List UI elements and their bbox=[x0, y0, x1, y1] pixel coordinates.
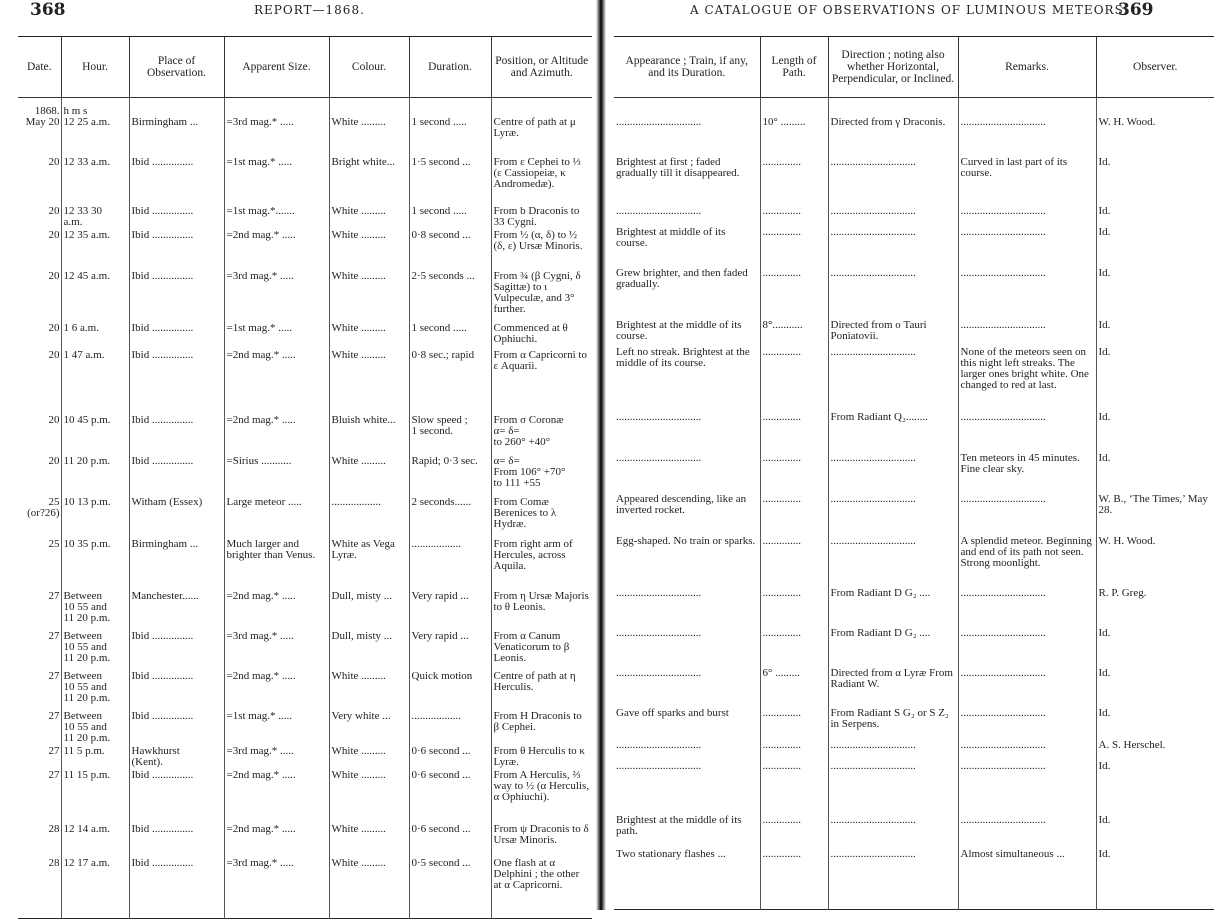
left-date-cell: 20 bbox=[48, 349, 60, 361]
right-direction-cell: ............................... bbox=[828, 534, 958, 586]
left-size-cell: =3rd mag.* ..... bbox=[224, 856, 329, 919]
table-row bbox=[18, 537, 592, 589]
header-place: Place of Observation. bbox=[129, 37, 224, 98]
right-length-cell: .............. bbox=[760, 759, 828, 813]
right-direction-cell: From Radiant D G₂ .... bbox=[828, 626, 958, 666]
left-colour-cell: White ......... bbox=[329, 321, 409, 348]
table-row bbox=[614, 706, 1214, 738]
right-appearance-cell: ............................... bbox=[616, 760, 702, 772]
left-place-cell: Ibid ............... bbox=[129, 228, 224, 269]
right-direction-cell: From Radiant Q₂........ bbox=[828, 410, 958, 451]
right-observer-cell: Id. bbox=[1096, 410, 1214, 451]
left-hour-cell: 12 35 a.m. bbox=[61, 228, 129, 269]
right-direction-cell: ............................... bbox=[828, 813, 958, 847]
left-duration-cell: 0·8 sec.; rapid bbox=[409, 348, 491, 413]
left-position-cell: One flash at α Delphini ; the other at α Capricorni. bbox=[491, 856, 592, 919]
left-date-cell: 25 bbox=[48, 538, 60, 550]
right-observer-cell: R. P. Greg. bbox=[1096, 586, 1214, 626]
left-colour-cell: White as Vega Lyræ. bbox=[329, 537, 409, 589]
table-row bbox=[18, 856, 592, 919]
left-duration-cell: Very rapid ... bbox=[409, 629, 491, 669]
left-date-cell: 28 bbox=[48, 857, 60, 869]
left-hour-cell: Between 10 55 and 11 20 p.m. bbox=[61, 669, 129, 709]
left-colour-cell: White ......... bbox=[329, 348, 409, 413]
table-row bbox=[18, 228, 592, 269]
right-length-cell: .............. bbox=[760, 266, 828, 318]
table-row bbox=[614, 410, 1214, 451]
left-colour-cell: White ......... bbox=[329, 454, 409, 495]
left-duration-cell: 2 seconds...... bbox=[409, 495, 491, 537]
header-direction: Direction ; noting also whether Horizontal, Perpendicular, or Inclined. bbox=[828, 37, 958, 98]
table-row bbox=[614, 626, 1214, 666]
left-date-cell: 28 bbox=[48, 823, 60, 835]
header-appearance: Appearance ; Train, if any, and its Duration. bbox=[614, 37, 760, 98]
right-remarks-cell: Ten meteors in 45 minutes. Fine clear sky. bbox=[958, 451, 1096, 492]
right-remarks-cell: ............................... bbox=[958, 586, 1096, 626]
table-row bbox=[18, 768, 592, 822]
left-duration-cell: 0·6 second ... bbox=[409, 822, 491, 856]
left-date-cell: 25 (or?26) bbox=[27, 496, 60, 519]
right-remarks-cell: ............................... bbox=[958, 666, 1096, 706]
left-duration-cell: Very rapid ... bbox=[409, 589, 491, 629]
header-date: Date. bbox=[18, 37, 61, 98]
left-place-cell: Manchester...... bbox=[129, 589, 224, 629]
left-date-cell: 20 bbox=[48, 205, 60, 217]
right-observer-cell: Id. bbox=[1096, 626, 1214, 666]
right-appearance-cell: Gave off sparks and burst bbox=[616, 707, 729, 719]
left-colour-cell: White ......... bbox=[329, 744, 409, 768]
table-row bbox=[18, 269, 592, 321]
left-position-cell: From η Ursæ Majoris to θ Leonis. bbox=[491, 589, 592, 629]
right-direction-cell: ............................... bbox=[828, 225, 958, 266]
table-row bbox=[18, 321, 592, 348]
left-size-cell: =3rd mag.* ..... bbox=[224, 269, 329, 321]
book-spine bbox=[596, 0, 606, 910]
left-date-cell: 20 bbox=[48, 455, 60, 467]
table-row bbox=[18, 822, 592, 856]
table-body-right bbox=[614, 98, 1214, 910]
table-row bbox=[614, 847, 1214, 910]
right-length-cell: .............. bbox=[760, 534, 828, 586]
left-place-cell: Ibid ............... bbox=[129, 669, 224, 709]
left-position-cell: From α Capricorni to ε Aquarii. bbox=[491, 348, 592, 413]
left-position-cell: Commenced at θ Ophiuchi. bbox=[491, 321, 592, 348]
right-appearance-cell: Left no streak. Brightest at the middle of its course. bbox=[616, 346, 750, 369]
left-size-cell: =1st mag.*....... bbox=[224, 204, 329, 228]
left-position-cell: From b Draconis to 33 Cygni. bbox=[491, 204, 592, 228]
left-colour-cell: Bright white... bbox=[329, 155, 409, 204]
left-place-cell: Ibid ............... bbox=[129, 321, 224, 348]
right-observer-cell: Id. bbox=[1096, 706, 1214, 738]
left-size-cell: =2nd mag.* ..... bbox=[224, 822, 329, 856]
right-length-cell: .............. bbox=[760, 410, 828, 451]
left-hour-cell: 12 17 a.m. bbox=[61, 856, 129, 919]
left-date-cell: 27 bbox=[48, 670, 60, 682]
left-duration-cell: 1 second ..... bbox=[409, 98, 491, 156]
left-colour-cell: White ......... bbox=[329, 269, 409, 321]
right-remarks-cell: ............................... bbox=[958, 318, 1096, 345]
left-hour-cell: Between 10 55 and 11 20 p.m. bbox=[61, 629, 129, 669]
left-duration-cell: 0·5 second ... bbox=[409, 856, 491, 919]
right-observer-cell: Id. bbox=[1096, 813, 1214, 847]
table-row bbox=[614, 586, 1214, 626]
left-duration-cell: .................. bbox=[409, 537, 491, 589]
right-observer-cell: Id. bbox=[1096, 155, 1214, 204]
left-date-cell: 20 bbox=[48, 414, 60, 426]
right-observer-cell: Id. bbox=[1096, 318, 1214, 345]
left-date-cell: 20 bbox=[48, 229, 60, 241]
running-title-right: A CATALOGUE OF OBSERVATIONS OF LUMINOUS METEORS. bbox=[690, 3, 1129, 17]
left-hour-cell: 10 45 p.m. bbox=[61, 413, 129, 454]
left-colour-cell: White ......... bbox=[329, 98, 409, 156]
right-appearance-cell: ............................... bbox=[616, 116, 702, 128]
header-size: Apparent Size. bbox=[224, 37, 329, 98]
right-remarks-cell: ............................... bbox=[958, 492, 1096, 534]
meteor-table-left bbox=[18, 36, 592, 919]
left-duration-cell: Quick motion bbox=[409, 669, 491, 709]
right-appearance-cell: Egg-shaped. No train or sparks. bbox=[616, 535, 756, 547]
right-length-cell: .............. bbox=[760, 492, 828, 534]
left-place-cell: Hawkhurst (Kent). bbox=[129, 744, 224, 768]
right-remarks-cell: Almost simultaneous ... bbox=[958, 847, 1096, 910]
right-direction-cell: Directed from γ Draconis. bbox=[828, 98, 958, 156]
left-duration-cell: 0·8 second ... bbox=[409, 228, 491, 269]
table-row bbox=[614, 225, 1214, 266]
left-date-cell: 1868. May 20 bbox=[25, 105, 60, 128]
header-duration: Duration. bbox=[409, 37, 491, 98]
right-direction-cell: ............................... bbox=[828, 345, 958, 410]
right-appearance-cell: ............................... bbox=[616, 739, 702, 751]
left-position-cell: From right arm of Hercules, across Aquila. bbox=[491, 537, 592, 589]
right-page bbox=[606, 0, 1230, 910]
left-date-cell: 20 bbox=[48, 270, 60, 282]
table-row bbox=[18, 98, 592, 156]
right-observer-cell: Id. bbox=[1096, 847, 1214, 910]
left-duration-cell: 1 second ..... bbox=[409, 204, 491, 228]
table-row bbox=[18, 155, 592, 204]
left-colour-cell: White ......... bbox=[329, 822, 409, 856]
right-remarks-cell: ............................... bbox=[958, 738, 1096, 759]
right-observer-cell: Id. bbox=[1096, 225, 1214, 266]
left-duration-cell: 1·5 second ... bbox=[409, 155, 491, 204]
table-row bbox=[614, 266, 1214, 318]
left-date-cell: 27 bbox=[48, 630, 60, 642]
left-position-cell: From ¾ (β Cygni, δ Sagittæ) to ι Vulpeculæ, and 3° further. bbox=[491, 269, 592, 321]
right-observer-cell: Id. bbox=[1096, 451, 1214, 492]
left-position-cell: From Comæ Berenices to λ Hydræ. bbox=[491, 495, 592, 537]
right-appearance-cell: Brightest at the middle of its path. bbox=[616, 814, 742, 837]
right-appearance-cell: ............................... bbox=[616, 452, 702, 464]
right-remarks-cell: ............................... bbox=[958, 626, 1096, 666]
left-colour-cell: .................. bbox=[329, 495, 409, 537]
left-hour-cell: 1 6 a.m. bbox=[61, 321, 129, 348]
table-row bbox=[614, 345, 1214, 410]
right-appearance-cell: Appeared descending, like an inverted rocket. bbox=[616, 493, 747, 516]
left-size-cell: =2nd mag.* ..... bbox=[224, 669, 329, 709]
header-remarks: Remarks. bbox=[958, 37, 1096, 98]
left-hour-cell: Between 10 55 and 11 20 p.m. bbox=[61, 709, 129, 744]
left-place-cell: Ibid ............... bbox=[129, 629, 224, 669]
right-direction-cell: ............................... bbox=[828, 738, 958, 759]
right-direction-cell: Directed from α Lyræ From Radiant W. bbox=[828, 666, 958, 706]
right-observer-cell: A. S. Herschel. bbox=[1096, 738, 1214, 759]
left-date-cell: 20 bbox=[48, 156, 60, 168]
left-duration-cell: Slow speed ; 1 second. bbox=[409, 413, 491, 454]
left-colour-cell: Bluish white... bbox=[329, 413, 409, 454]
right-appearance-cell: Brightest at middle of its course. bbox=[616, 226, 726, 249]
right-observer-cell: W. B., ‘The Times,’ May 28. bbox=[1096, 492, 1214, 534]
right-length-cell: .............. bbox=[760, 204, 828, 225]
left-duration-cell: Rapid; 0·3 sec. bbox=[409, 454, 491, 495]
left-position-cell: From ψ Draconis to δ Ursæ Minoris. bbox=[491, 822, 592, 856]
right-length-cell: 6° ......... bbox=[760, 666, 828, 706]
left-duration-cell: 2·5 seconds ... bbox=[409, 269, 491, 321]
right-direction-cell: Directed from ο Tauri Poniatovii. bbox=[828, 318, 958, 345]
left-place-cell: Witham (Essex) bbox=[129, 495, 224, 537]
left-hour-cell: 10 35 p.m. bbox=[61, 537, 129, 589]
left-position-cell: Centre of path at μ Lyræ. bbox=[491, 98, 592, 156]
right-remarks-cell: ............................... bbox=[958, 266, 1096, 318]
left-size-cell: =2nd mag.* ..... bbox=[224, 228, 329, 269]
right-observer-cell: Id. bbox=[1096, 204, 1214, 225]
left-position-cell: From H Draconis to β Cephei. bbox=[491, 709, 592, 744]
left-colour-cell: White ......... bbox=[329, 768, 409, 822]
table-row bbox=[614, 451, 1214, 492]
right-length-cell: .............. bbox=[760, 451, 828, 492]
table-row bbox=[18, 669, 592, 709]
right-remarks-cell: ............................... bbox=[958, 98, 1096, 156]
left-size-cell: Large meteor ..... bbox=[224, 495, 329, 537]
table-row bbox=[18, 454, 592, 495]
header-observer: Observer. bbox=[1096, 37, 1214, 98]
right-remarks-cell: ............................... bbox=[958, 759, 1096, 813]
header-row bbox=[18, 37, 592, 98]
right-observer-cell: Id. bbox=[1096, 345, 1214, 410]
right-length-cell: .............. bbox=[760, 626, 828, 666]
left-date-cell: 27 bbox=[48, 769, 60, 781]
left-hour-cell: Between 10 55 and 11 20 p.m. bbox=[61, 589, 129, 629]
left-duration-cell: 1 second ..... bbox=[409, 321, 491, 348]
right-remarks-cell: Curved in last part of its course. bbox=[958, 155, 1096, 204]
left-colour-cell: White ......... bbox=[329, 856, 409, 919]
table-row bbox=[614, 813, 1214, 847]
left-date-cell: 27 bbox=[48, 710, 60, 722]
left-hour-cell: 12 45 a.m. bbox=[61, 269, 129, 321]
page-number-left: 368 bbox=[30, 0, 66, 20]
table-row bbox=[614, 738, 1214, 759]
left-size-cell: =3rd mag.* ..... bbox=[224, 629, 329, 669]
right-length-cell: .............. bbox=[760, 586, 828, 626]
right-direction-cell: From Radiant S G₂ or S Z₂ in Serpens. bbox=[828, 706, 958, 738]
left-colour-cell: Very white ... bbox=[329, 709, 409, 744]
left-place-cell: Birmingham ... bbox=[129, 98, 224, 156]
left-place-cell: Ibid ............... bbox=[129, 155, 224, 204]
left-duration-cell: .................. bbox=[409, 709, 491, 744]
table-row bbox=[18, 589, 592, 629]
right-length-cell: .............. bbox=[760, 155, 828, 204]
left-hour-cell: h m s 12 25 a.m. bbox=[61, 98, 129, 156]
left-place-cell: Ibid ............... bbox=[129, 768, 224, 822]
left-colour-cell: White ......... bbox=[329, 669, 409, 709]
right-observer-cell: Id. bbox=[1096, 759, 1214, 813]
left-position-cell: From σ Coronæ α= δ= to 260° +40° bbox=[491, 413, 592, 454]
left-size-cell: =2nd mag.* ..... bbox=[224, 413, 329, 454]
right-remarks-cell: ............................... bbox=[958, 204, 1096, 225]
right-direction-cell: ............................... bbox=[828, 204, 958, 225]
right-direction-cell: ............................... bbox=[828, 155, 958, 204]
right-direction-cell: From Radiant D G₂ .... bbox=[828, 586, 958, 626]
left-place-cell: Ibid ............... bbox=[129, 822, 224, 856]
right-appearance-cell: ............................... bbox=[616, 627, 702, 639]
left-position-cell: From θ Herculis to κ Lyræ. bbox=[491, 744, 592, 768]
table-row bbox=[614, 666, 1214, 706]
right-direction-cell: ............................... bbox=[828, 759, 958, 813]
left-size-cell: =1st mag.* ..... bbox=[224, 321, 329, 348]
table-row bbox=[614, 204, 1214, 225]
left-hour-cell: 11 15 p.m. bbox=[61, 768, 129, 822]
table-row bbox=[614, 155, 1214, 204]
left-date-cell: 20 bbox=[48, 322, 60, 334]
left-page bbox=[0, 0, 596, 910]
left-hour-cell: 12 33 30 a.m. bbox=[61, 204, 129, 228]
left-place-cell: Birmingham ... bbox=[129, 537, 224, 589]
right-length-cell: 10° ......... bbox=[760, 98, 828, 156]
table-row bbox=[614, 759, 1214, 813]
left-size-cell: =Sirius ........... bbox=[224, 454, 329, 495]
right-remarks-cell: ............................... bbox=[958, 225, 1096, 266]
right-direction-cell: ............................... bbox=[828, 492, 958, 534]
table-row bbox=[18, 709, 592, 744]
left-size-cell: =3rd mag.* ..... bbox=[224, 744, 329, 768]
header-row bbox=[614, 37, 1214, 98]
meteor-table-right bbox=[614, 36, 1214, 910]
table-row bbox=[18, 348, 592, 413]
left-place-cell: Ibid ............... bbox=[129, 348, 224, 413]
left-size-cell: =1st mag.* ..... bbox=[224, 709, 329, 744]
right-appearance-cell: Two stationary flashes ... bbox=[616, 848, 726, 860]
header-length: Length of Path. bbox=[760, 37, 828, 98]
table-row bbox=[614, 492, 1214, 534]
left-size-cell: =2nd mag.* ..... bbox=[224, 348, 329, 413]
right-length-cell: .............. bbox=[760, 345, 828, 410]
left-date-cell: 27 bbox=[48, 745, 60, 757]
right-length-cell: .............. bbox=[760, 813, 828, 847]
table-row bbox=[614, 98, 1214, 156]
table-row bbox=[18, 495, 592, 537]
table-row bbox=[614, 318, 1214, 345]
left-colour-cell: Dull, misty ... bbox=[329, 629, 409, 669]
right-length-cell: 8°........... bbox=[760, 318, 828, 345]
left-hour-cell: 11 20 p.m. bbox=[61, 454, 129, 495]
right-observer-cell: Id. bbox=[1096, 266, 1214, 318]
right-length-cell: .............. bbox=[760, 706, 828, 738]
right-appearance-cell: ............................... bbox=[616, 411, 702, 423]
right-observer-cell: W. H. Wood. bbox=[1096, 534, 1214, 586]
left-place-cell: Ibid ............... bbox=[129, 204, 224, 228]
right-appearance-cell: ............................... bbox=[616, 667, 702, 679]
left-position-cell: Centre of path at η Herculis. bbox=[491, 669, 592, 709]
left-size-cell: =3rd mag.* ..... bbox=[224, 98, 329, 156]
table-row bbox=[18, 204, 592, 228]
left-place-cell: Ibid ............... bbox=[129, 413, 224, 454]
left-place-cell: Ibid ............... bbox=[129, 269, 224, 321]
left-position-cell: From α Canum Venaticorum to β Leonis. bbox=[491, 629, 592, 669]
left-position-cell: From ½ (α, δ) to ½ (δ, ε) Ursæ Minoris. bbox=[491, 228, 592, 269]
table-row bbox=[18, 629, 592, 669]
right-observer-cell: W. H. Wood. bbox=[1096, 98, 1214, 156]
left-colour-cell: Dull, misty ... bbox=[329, 589, 409, 629]
page-number-right: 369 bbox=[1118, 0, 1154, 20]
right-appearance-cell: Brightest at the middle of its course. bbox=[616, 319, 742, 342]
left-size-cell: =2nd mag.* ..... bbox=[224, 768, 329, 822]
left-duration-cell: 0·6 second ... bbox=[409, 768, 491, 822]
right-observer-cell: Id. bbox=[1096, 666, 1214, 706]
left-position-cell: From A Herculis, ⅔ way to ½ (α Herculis, α Ophiuchi). bbox=[491, 768, 592, 822]
right-length-cell: .............. bbox=[760, 738, 828, 759]
left-hour-cell: 12 33 a.m. bbox=[61, 155, 129, 204]
left-date-cell: 27 bbox=[48, 590, 60, 602]
left-hour-cell: 1 47 a.m. bbox=[61, 348, 129, 413]
right-remarks-cell: ............................... bbox=[958, 813, 1096, 847]
left-size-cell: =2nd mag.* ..... bbox=[224, 589, 329, 629]
left-hour-cell: 10 13 p.m. bbox=[61, 495, 129, 537]
left-position-cell: α= δ= From 106° +70° to 111 +55 bbox=[491, 454, 592, 495]
left-size-cell: =1st mag.* ..... bbox=[224, 155, 329, 204]
table-row bbox=[614, 534, 1214, 586]
running-title-left: REPORT—1868. bbox=[254, 3, 365, 17]
right-appearance-cell: Brightest at first ; faded gradually till it disappeared. bbox=[616, 156, 740, 179]
right-direction-cell: ............................... bbox=[828, 451, 958, 492]
left-place-cell: Ibid ............... bbox=[129, 709, 224, 744]
right-appearance-cell: ............................... bbox=[616, 587, 702, 599]
right-remarks-cell: ............................... bbox=[958, 706, 1096, 738]
left-place-cell: Ibid ............... bbox=[129, 454, 224, 495]
left-colour-cell: White ......... bbox=[329, 228, 409, 269]
right-remarks-cell: A splendid meteor. Beginning and end of its path not seen. Strong moonlight. bbox=[958, 534, 1096, 586]
left-size-cell: Much larger and brighter than Venus. bbox=[224, 537, 329, 589]
left-hour-cell: 12 14 a.m. bbox=[61, 822, 129, 856]
header-colour: Colour. bbox=[329, 37, 409, 98]
right-length-cell: .............. bbox=[760, 225, 828, 266]
header-position: Position, or Altitude and Azimuth. bbox=[491, 37, 592, 98]
left-colour-cell: White ......... bbox=[329, 204, 409, 228]
table-row bbox=[18, 413, 592, 454]
left-hour-cell: 11 5 p.m. bbox=[61, 744, 129, 768]
right-remarks-cell: ............................... bbox=[958, 410, 1096, 451]
right-direction-cell: ............................... bbox=[828, 266, 958, 318]
right-length-cell: .............. bbox=[760, 847, 828, 910]
header-hour: Hour. bbox=[61, 37, 129, 98]
right-remarks-cell: None of the meteors seen on this night left streaks. The larger ones bright white. One changed to red at last. bbox=[958, 345, 1096, 410]
left-place-cell: Ibid ............... bbox=[129, 856, 224, 919]
left-position-cell: From ε Cephei to ⅓ (ε Cassiopeiæ, κ Andromedæ). bbox=[491, 155, 592, 204]
table-body-left bbox=[18, 98, 592, 919]
right-appearance-cell: Grew brighter, and then faded gradually. bbox=[616, 267, 748, 290]
right-direction-cell: ............................... bbox=[828, 847, 958, 910]
left-duration-cell: 0·6 second ... bbox=[409, 744, 491, 768]
table-row bbox=[18, 744, 592, 768]
right-appearance-cell: ............................... bbox=[616, 205, 702, 217]
